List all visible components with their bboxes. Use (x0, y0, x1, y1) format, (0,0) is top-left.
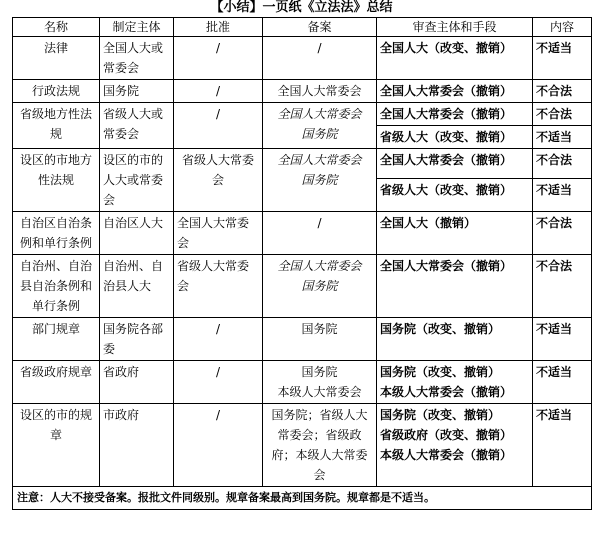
row-content: 不合法 (533, 255, 592, 318)
table-row (13, 80, 592, 103)
row-content: 不合法 (533, 103, 592, 126)
table-row (13, 318, 592, 361)
row-content: 不适当 (533, 404, 592, 487)
table-row (13, 361, 592, 404)
row-content: 不合法 (533, 212, 592, 255)
row-review: 省级人大（改变、撤销） (377, 179, 533, 212)
row-maker: 自治州、自治县人大 (100, 255, 174, 318)
table-row (13, 37, 592, 80)
row-name: 省级地方性法规 (13, 103, 100, 149)
row-content: 不合法 (533, 149, 592, 179)
row-maker: 省级人大或常委会 (100, 103, 174, 149)
row-maker: 国务院 (100, 80, 174, 103)
header-maker: 制定主体 (100, 18, 174, 37)
row-review: 全国人大常委会（撤销） (377, 149, 533, 179)
row-review: 省级人大（改变、撤销） (377, 126, 533, 149)
row-record: 全国人大常委会 国务院 (263, 103, 377, 149)
row-review: 国务院（改变、撤销） (377, 318, 533, 361)
row-content: 不适当 (533, 318, 592, 361)
row-review: 全国人大（撤销） (377, 212, 533, 255)
row-maker: 设区的市的人大或常委会 (100, 149, 174, 212)
table-row (13, 404, 592, 487)
row-review: 国务院（改变、撤销） 本级人大常委会（撤销） (377, 361, 533, 404)
header-content: 内容 (533, 18, 592, 37)
row-approve: 省级人大常委会 (174, 255, 263, 318)
table-row (13, 149, 592, 179)
row-maker: 国务院各部委 (100, 318, 174, 361)
row-approve: / (174, 103, 263, 149)
row-name: 行政法规 (13, 80, 100, 103)
row-approve: 全国人大常委会 (174, 212, 263, 255)
row-name: 自治区自治条例和单行条例 (13, 212, 100, 255)
row-maker: 市政府 (100, 404, 174, 487)
row-record: 全国人大常委会 (263, 80, 377, 103)
row-record: / (263, 37, 377, 80)
row-content: 不适当 (533, 179, 592, 212)
header-approve: 批准 (174, 18, 263, 37)
row-name: 设区的市的规章 (13, 404, 100, 487)
row-approve: / (174, 37, 263, 80)
row-name: 设区的市地方性法规 (13, 149, 100, 212)
row-record: / (263, 212, 377, 255)
row-approve: / (174, 404, 263, 487)
header-row (13, 18, 592, 37)
table-row (13, 103, 592, 126)
row-record: 国务院；省级人大常委会；省级政府；本级人大常委会 (263, 404, 377, 487)
row-maker: 省政府 (100, 361, 174, 404)
row-maker: 全国人大或常委会 (100, 37, 174, 80)
row-name: 法律 (13, 37, 100, 80)
row-content: 不合法 (533, 80, 592, 103)
row-review: 全国人大常委会（撤销） (377, 80, 533, 103)
row-record: 国务院 (263, 318, 377, 361)
row-record: 全国人大常委会 国务院 (263, 255, 377, 318)
table-row (13, 212, 592, 255)
row-record: 国务院 本级人大常委会 (263, 361, 377, 404)
row-content: 不适当 (533, 37, 592, 80)
row-record: 全国人大常委会 国务院 (263, 149, 377, 212)
header-review: 审查主体和手段 (377, 18, 533, 37)
row-approve: / (174, 361, 263, 404)
row-review: 全国人大（改变、撤销） (377, 37, 533, 80)
row-review: 全国人大常委会（撤销） (377, 103, 533, 126)
table-row (13, 255, 592, 318)
footer-note: 注意：人大不接受备案。报批文件同级别。规章备案最高到国务院。规章都是不适当。 (13, 487, 592, 510)
row-content: 不适当 (533, 126, 592, 149)
row-name: 省级政府规章 (13, 361, 100, 404)
row-approve: 省级人大常委会 (174, 149, 263, 212)
row-review: 全国人大常委会（撤销） (377, 255, 533, 318)
row-review: 国务院（改变、撤销） 省级政府（改变、撤销） 本级人大常委会（撤销） (377, 404, 533, 487)
header-record: 备案 (263, 18, 377, 37)
row-name: 自治州、自治县自治条例和单行条例 (13, 255, 100, 318)
page-title: 【小结】一页纸《立法法》总结 (210, 0, 393, 15)
row-content: 不适当 (533, 361, 592, 404)
row-approve: / (174, 80, 263, 103)
row-approve: / (174, 318, 263, 361)
header-name: 名称 (13, 18, 100, 37)
row-maker: 自治区人大 (100, 212, 174, 255)
note-row (13, 487, 592, 510)
row-name: 部门规章 (13, 318, 100, 361)
legislation-summary-table (12, 17, 592, 510)
